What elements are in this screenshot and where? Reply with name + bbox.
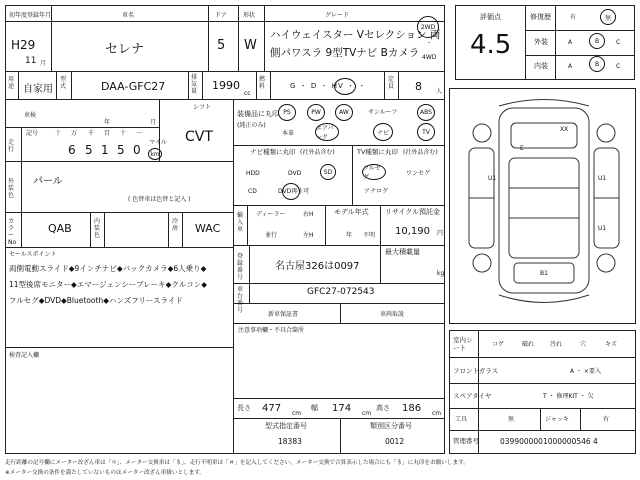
digit-2: 1 bbox=[101, 143, 109, 157]
divider bbox=[233, 99, 234, 454]
divider bbox=[340, 303, 341, 323]
divider bbox=[233, 323, 445, 324]
drive-2wd-circle: 2WD bbox=[417, 16, 439, 38]
fuel-selected-circle bbox=[334, 78, 356, 95]
divider bbox=[380, 205, 381, 245]
unit-5: 一 bbox=[136, 130, 143, 137]
tv-circle: TV bbox=[417, 123, 435, 141]
divider bbox=[56, 71, 57, 99]
diagram-mark-xx: XX bbox=[560, 126, 569, 133]
divider bbox=[5, 127, 159, 128]
remarks-label: 注意事項欄・不具合箇所 bbox=[238, 327, 305, 334]
oneseg: ワンセグ bbox=[406, 170, 431, 177]
divider bbox=[233, 283, 445, 284]
unit-3: 百 bbox=[104, 130, 111, 137]
plate-value: 名古屋326は0097 bbox=[275, 261, 360, 272]
drive-4wd: 4WD bbox=[422, 54, 437, 61]
analog: アナログ bbox=[364, 188, 389, 195]
divider bbox=[264, 5, 265, 71]
divider bbox=[71, 71, 72, 99]
car-name-label: 車名 bbox=[122, 12, 135, 19]
divider bbox=[555, 5, 556, 80]
spare-value: T ・ 修理KIT ・ 欠 bbox=[543, 393, 594, 400]
abs-circle: ABS bbox=[417, 104, 435, 121]
fullseg-circle: フルセグ bbox=[362, 164, 386, 180]
unit-header: 記号 bbox=[26, 130, 39, 137]
diagram-mark-u1a: U1 bbox=[488, 175, 497, 182]
unit-0: 十 bbox=[55, 130, 62, 137]
divider bbox=[18, 71, 19, 99]
divider bbox=[238, 5, 239, 71]
reg-year-label: 初年度登録年月 bbox=[9, 12, 52, 19]
ext-c: C bbox=[616, 39, 621, 46]
score-label: 評価点 bbox=[480, 13, 501, 21]
grade-line1: ハイウェイスター Vセレクション 両 bbox=[270, 29, 441, 41]
divider bbox=[5, 161, 233, 162]
unit-2: 千 bbox=[88, 130, 95, 137]
plate-label: 登録番号 bbox=[237, 253, 244, 281]
cc-label: 排気量 bbox=[191, 74, 198, 95]
seat-item-1: 破れ bbox=[522, 341, 535, 348]
width-unit: cm bbox=[362, 410, 372, 417]
type-cert-label: 型式指定番号 bbox=[265, 422, 307, 430]
divider bbox=[188, 71, 189, 99]
nav-dvd-play: DVD再生可 bbox=[278, 188, 310, 195]
ext-b-circle: B bbox=[589, 33, 605, 49]
manual-label: 車両取説 bbox=[380, 311, 405, 318]
nav-dvd: DVD bbox=[288, 170, 302, 177]
divider bbox=[168, 212, 169, 247]
divider bbox=[21, 161, 22, 247]
left-hand: 左H bbox=[303, 232, 314, 239]
inspection-report-label: 検査記入欄 bbox=[9, 352, 40, 359]
int-a: A bbox=[568, 63, 573, 70]
int-label: 内装 bbox=[534, 62, 548, 70]
usage-value: 自家用 bbox=[23, 84, 53, 95]
run-label: 走行 bbox=[8, 139, 15, 153]
navi-circle: ナビ bbox=[373, 123, 393, 141]
class-label: 類別区分番号 bbox=[370, 422, 412, 430]
grade-line2: 側パワスラ 9型TVナビ Bカメラ bbox=[270, 47, 420, 59]
dvd-play-circle bbox=[282, 183, 300, 200]
doors-label: ドア bbox=[215, 12, 227, 19]
nav-sd-circle: SD bbox=[320, 164, 336, 180]
divider bbox=[182, 212, 183, 247]
height-value: 186 bbox=[402, 403, 422, 414]
month-unit: 月 bbox=[40, 60, 47, 67]
parallel-label: 並行 bbox=[265, 232, 278, 239]
repair-yes: 有 bbox=[570, 14, 577, 21]
month-label: 月 bbox=[150, 119, 157, 126]
max-load-unit: kg bbox=[437, 270, 445, 277]
width-value: 174 bbox=[332, 403, 352, 414]
sales-line-3: フルセグ◆DVD◆Bluetooth◆ハンズフリースライド bbox=[9, 296, 183, 305]
divider bbox=[525, 55, 635, 56]
footer-line-1: 走行距離の記号欄にメーター改ざん車は「＊」、メーター交換車は「＄」、走行不明車は「＃」を記入してください。メーター交換で合算表示した場合にも「＄」に丸印をお願いします。 bbox=[5, 460, 469, 466]
divider bbox=[340, 418, 341, 454]
mgmt-value: 0399000001000000546 4 bbox=[500, 437, 598, 446]
capacity-unit: 人 bbox=[436, 88, 443, 95]
shift-label: シフト bbox=[193, 104, 212, 111]
mile-label: マイル bbox=[149, 139, 167, 146]
digit-1: 5 bbox=[85, 143, 93, 157]
reg-era: H29 bbox=[11, 38, 36, 52]
shift-value: CVT bbox=[185, 129, 213, 145]
seat-label: 室内シート bbox=[453, 336, 473, 352]
sales-line-2: 11型後席モニター◆エマージェンシーブレーキ◆クルコン◆ bbox=[9, 280, 207, 289]
divider bbox=[5, 347, 233, 348]
divider bbox=[398, 71, 399, 99]
digit-3: 5 bbox=[117, 143, 125, 157]
tool-label: 工具 bbox=[455, 416, 468, 423]
mgmt-label: 管理番号 bbox=[453, 437, 479, 445]
divider bbox=[90, 212, 91, 247]
exterior-color: パール bbox=[33, 176, 63, 187]
color-note: ( 色替車は色替と記入 ) bbox=[128, 196, 191, 203]
score-value: 4.5 bbox=[470, 30, 512, 60]
glass-value: A ・ ×要入 bbox=[570, 368, 601, 375]
diagram-mark-u1c: U1 bbox=[598, 225, 607, 232]
divider bbox=[525, 30, 635, 31]
fuel-label: 燃料 bbox=[259, 76, 266, 90]
divider bbox=[525, 5, 526, 80]
model-year-unknown: 不明 bbox=[363, 232, 376, 239]
unit-1: 万 bbox=[71, 130, 78, 137]
divider bbox=[540, 408, 541, 430]
divider bbox=[5, 99, 445, 100]
divider bbox=[233, 205, 445, 206]
grade-label: グレード bbox=[325, 12, 350, 19]
reg-month: 11 bbox=[25, 56, 37, 66]
model-label: 型式 bbox=[60, 76, 67, 90]
equipment-label: 装備品に丸印 bbox=[237, 110, 279, 118]
equipment-sublabel: (純正のみ) bbox=[237, 122, 266, 129]
max-load-label: 最大積載量 bbox=[385, 248, 420, 256]
height-label: 高さ bbox=[376, 404, 390, 412]
repair-no-circle: 無 bbox=[600, 9, 616, 25]
divider bbox=[270, 71, 271, 99]
model-year-y: 年 bbox=[346, 232, 353, 239]
fuel-options: G ・ D ・ HV ・ ・ bbox=[290, 82, 367, 90]
footer-line-2: ※メーター交換の条件を満たしていないものはメーター改ざん車扱いとします。 bbox=[5, 470, 206, 476]
shape-value: W bbox=[244, 38, 257, 53]
spare-label: スペアタイヤ bbox=[453, 392, 492, 400]
drive-dot: ・ bbox=[426, 40, 433, 47]
color-code: QAB bbox=[48, 222, 72, 235]
km-circle: km bbox=[148, 148, 162, 160]
length-value: 477 bbox=[262, 403, 282, 414]
seat-item-4: キズ bbox=[605, 341, 617, 348]
airbag-circle: エアバック bbox=[315, 123, 339, 141]
class-value: 0012 bbox=[385, 437, 405, 446]
tv-sub: (社外品含む) bbox=[403, 149, 438, 156]
divider bbox=[21, 127, 22, 161]
nav-hdd: HDD bbox=[246, 170, 260, 177]
inspection-label: 車検 bbox=[24, 112, 37, 119]
capacity-label: 定員 bbox=[388, 76, 395, 90]
divider bbox=[233, 398, 445, 399]
seat-item-3: 穴 bbox=[580, 341, 587, 348]
divider bbox=[233, 245, 445, 246]
divider bbox=[233, 303, 445, 304]
divider bbox=[233, 418, 445, 419]
cc-unit: cc bbox=[244, 90, 251, 97]
divider bbox=[51, 5, 52, 71]
divider bbox=[256, 71, 257, 99]
glass-label: フロントガラス bbox=[453, 367, 499, 375]
divider bbox=[233, 145, 445, 146]
length-unit: cm bbox=[292, 410, 302, 417]
tv-title: TV種類に丸印 bbox=[357, 148, 398, 156]
sunroof-label: サンルーフ bbox=[368, 109, 398, 116]
warranty-label: 新車保証書 bbox=[268, 311, 299, 318]
ext-label: 外装 bbox=[534, 38, 548, 46]
nav-cd: CD bbox=[248, 188, 257, 195]
unit-4: 十 bbox=[120, 130, 127, 137]
diagram-mark-b1: B1 bbox=[540, 270, 548, 277]
divider bbox=[380, 245, 381, 283]
divider bbox=[249, 245, 250, 303]
divider bbox=[325, 205, 326, 245]
car-diagram bbox=[449, 88, 636, 324]
shape-label: 形状 bbox=[243, 12, 256, 19]
digit-0: 6 bbox=[68, 143, 76, 157]
jack-label: ジャッキ bbox=[545, 416, 569, 423]
length-label: 長さ bbox=[237, 404, 251, 412]
width-label: 幅 bbox=[311, 404, 318, 412]
digit-4: 0 bbox=[133, 143, 141, 157]
recycle-unit: 円 bbox=[437, 230, 444, 237]
model-value: DAA-GFC27 bbox=[101, 80, 166, 93]
cold-air-label: 冷房 bbox=[172, 218, 179, 232]
import-label: 輸入車 bbox=[237, 212, 244, 233]
chassis-value: GFC27-072543 bbox=[307, 287, 375, 297]
ext-a: A bbox=[568, 39, 573, 46]
cold-air-value: WAC bbox=[195, 222, 221, 235]
recycle-label: リサイクル預託金 bbox=[385, 208, 441, 216]
cc-value: 1990 bbox=[212, 79, 240, 92]
car-name: セレナ bbox=[105, 42, 145, 57]
divider bbox=[352, 145, 353, 205]
divider bbox=[202, 71, 203, 99]
exterior-color-label: 外装色 bbox=[8, 178, 15, 199]
divider bbox=[5, 247, 233, 248]
dealer-label: ディーラー bbox=[256, 211, 286, 218]
diagram-mark-e: E bbox=[520, 145, 524, 152]
right-hand: 右H bbox=[303, 211, 314, 218]
capacity-value: 8 bbox=[415, 80, 422, 93]
seat-item-0: コゲ bbox=[492, 341, 505, 348]
usage-label: 用途 bbox=[8, 76, 15, 90]
year-label: 年 bbox=[104, 119, 111, 126]
seat-item-2: 汚れ bbox=[550, 341, 563, 348]
divider bbox=[5, 212, 233, 213]
divider bbox=[384, 71, 385, 99]
pw-circle: PW bbox=[307, 104, 325, 121]
divider bbox=[5, 21, 445, 22]
ps-circle: PS bbox=[278, 104, 296, 121]
aw-circle: AW bbox=[335, 104, 353, 121]
nav-sub: (社外品含む) bbox=[300, 149, 335, 156]
int-c: C bbox=[616, 63, 621, 70]
sales-line-1: 両側電動スライド◆9インチナビ◆バックカメラ◆6人乗り◆ bbox=[9, 264, 207, 273]
color-code-label: カラーNo bbox=[8, 218, 17, 246]
nav-title: ナビ種類に丸印 bbox=[250, 148, 296, 156]
int-b-circle: B bbox=[589, 56, 605, 72]
divider bbox=[247, 205, 248, 245]
model-year-label: モデル年式 bbox=[334, 208, 369, 216]
chassis-label: 車台番号 bbox=[237, 286, 244, 314]
divider bbox=[208, 5, 209, 71]
sales-label: セールスポイント bbox=[9, 251, 57, 258]
interior-color-label: 内装色 bbox=[94, 218, 101, 239]
tool-value: 無 bbox=[508, 416, 515, 423]
jack-value: 有 bbox=[603, 416, 610, 423]
divider bbox=[104, 212, 105, 247]
repair-label: 修復歴 bbox=[530, 13, 551, 21]
recycle-value: 10,190 bbox=[395, 226, 430, 237]
type-cert-value: 18383 bbox=[278, 437, 302, 446]
doors-value: 5 bbox=[217, 38, 226, 53]
height-unit: cm bbox=[432, 410, 442, 417]
divider bbox=[580, 408, 581, 430]
diagram-mark-u1b: U1 bbox=[598, 175, 607, 182]
leather-label: 本革 bbox=[282, 130, 295, 137]
